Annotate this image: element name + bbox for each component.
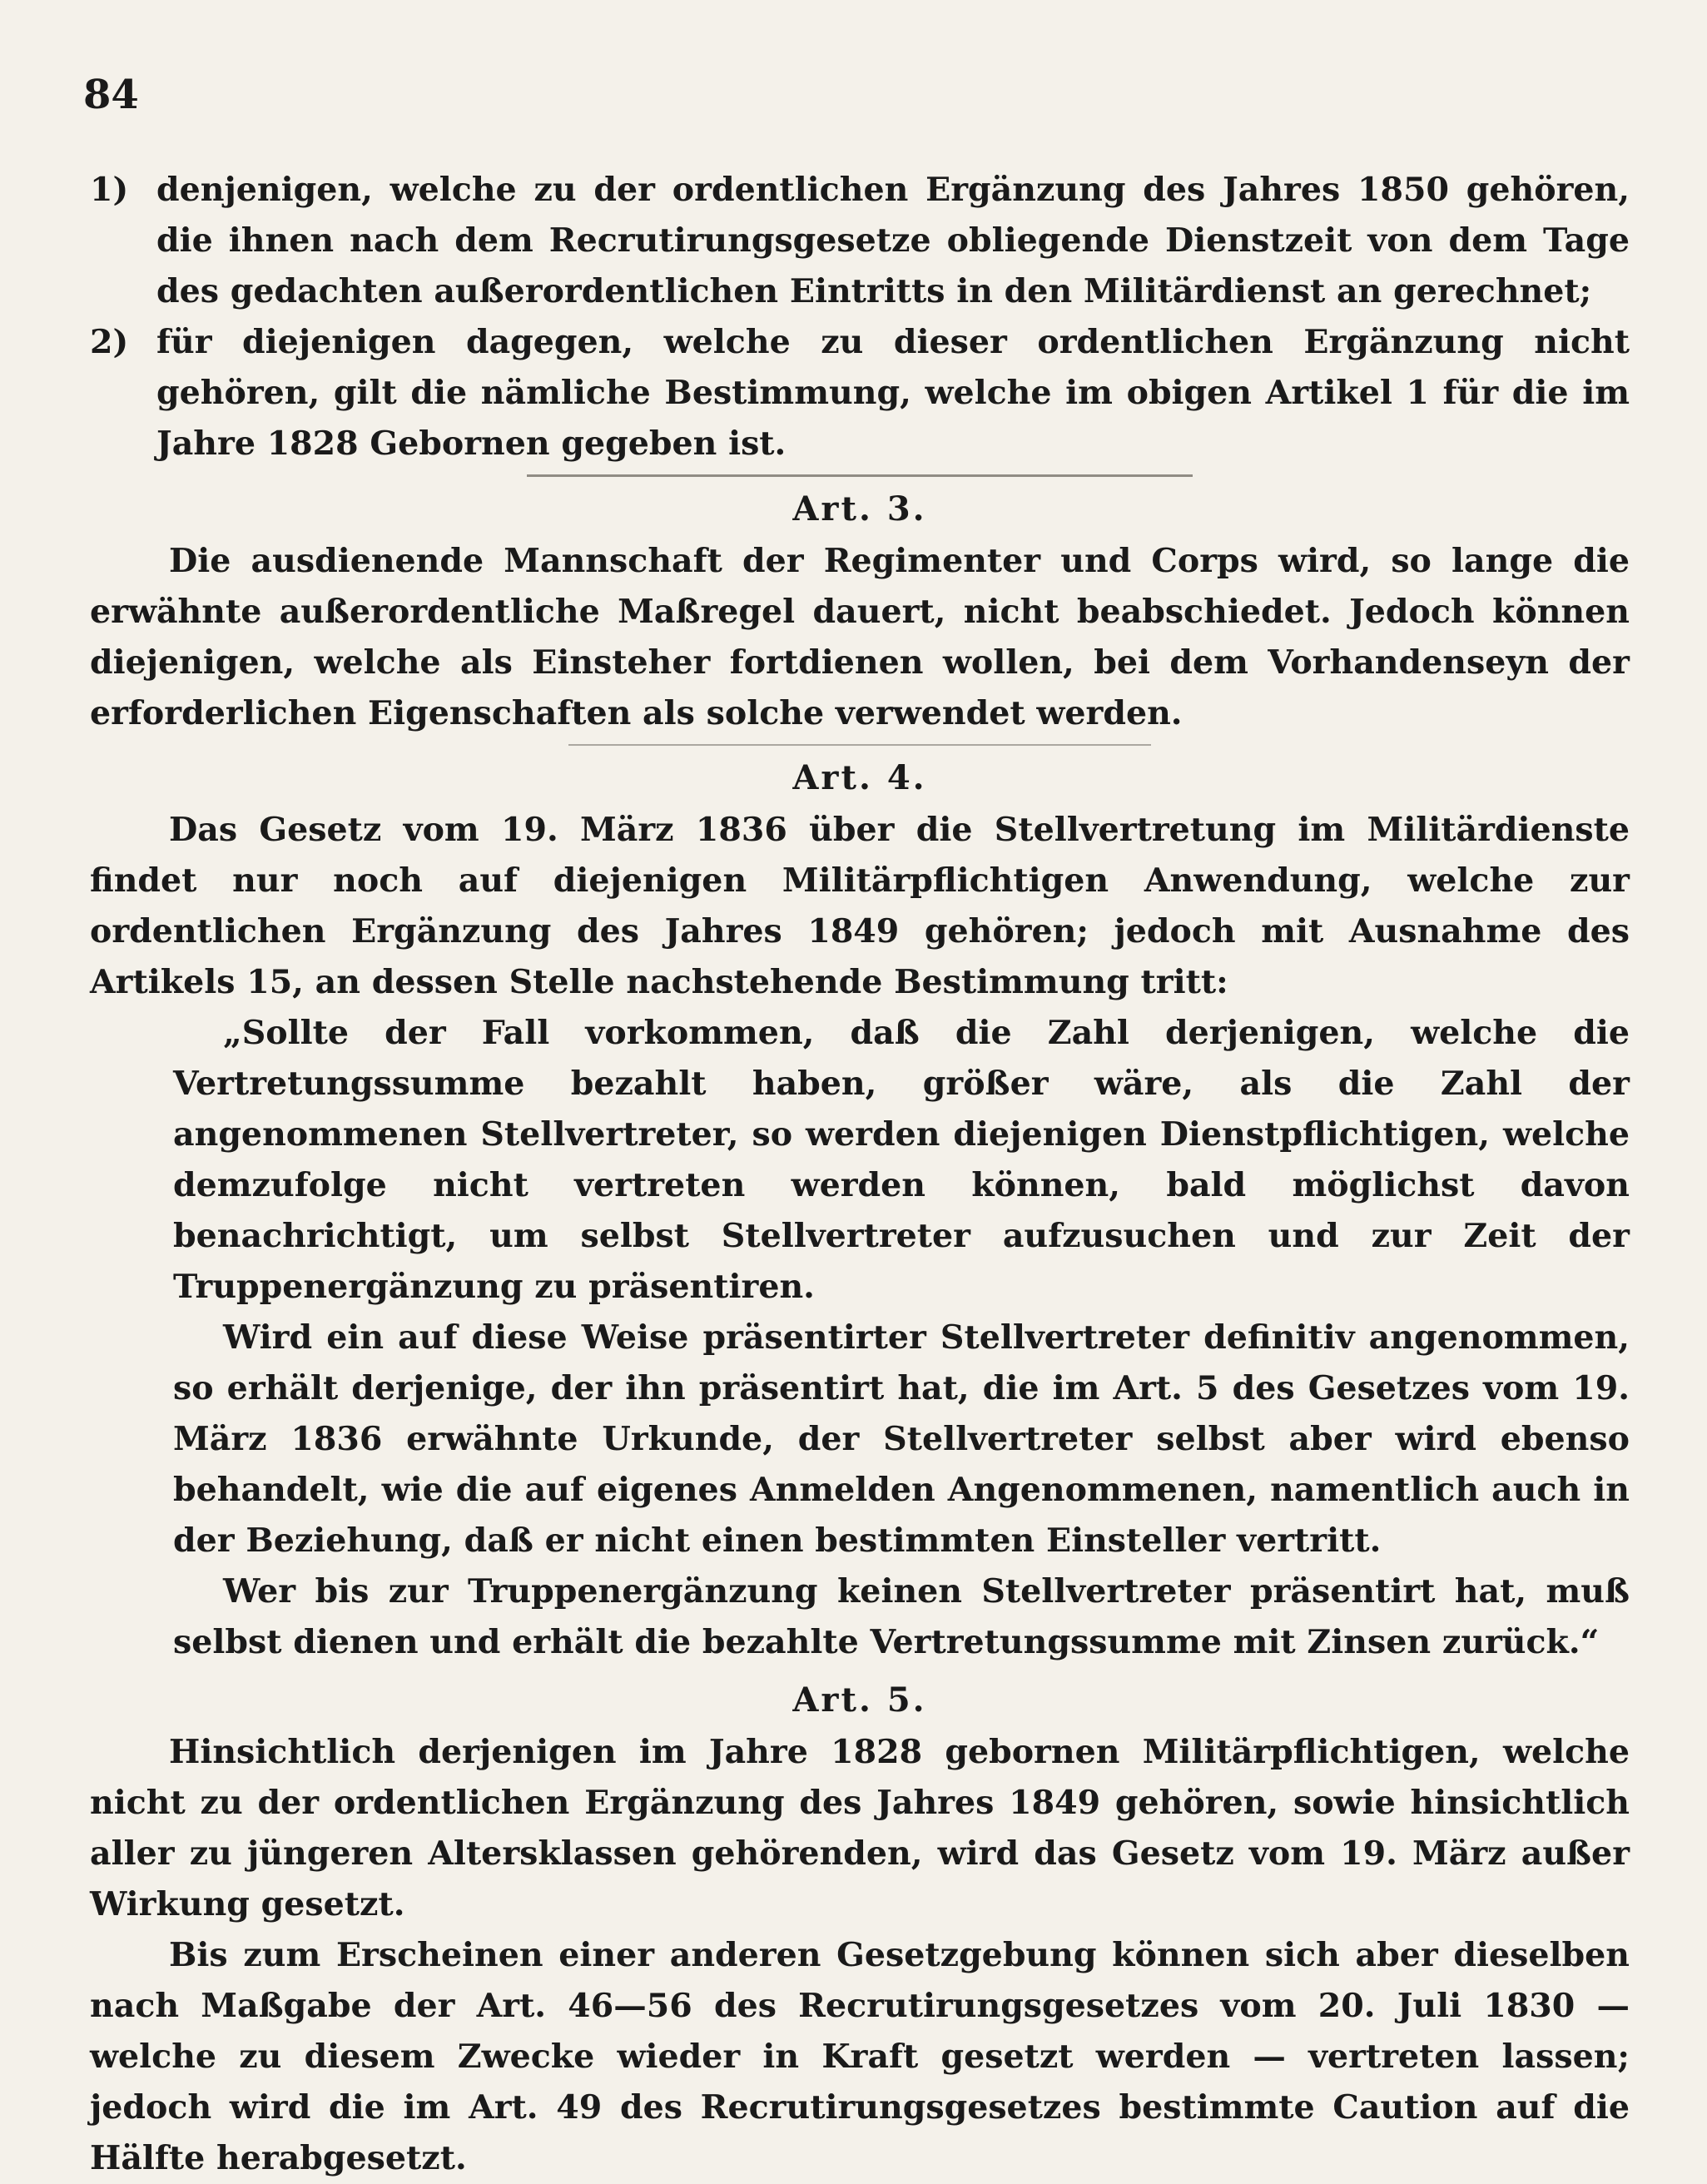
list-item-text: für diejenigen dagegen, welche zu dieser ordentlichen Ergänzung nicht gehören, gilt die nämliche Bestimmung, welche im obigen Artikel 1 für die im Jahre 1828 Gebornen gegeben ist. bbox=[156, 323, 1630, 463]
article-3-text: Die ausdienende Mannschaft der Regimenter und Corps wird, so lange die erwähnte außerordentliche Maßregel dauert, nicht beabschiedet. Jedoch können diejenigen, welche als Einsteher fortdienen wollen, bei dem Vorhandenseyn der erforderlichen Eigenschaften als solche verwendet werden. bbox=[90, 542, 1630, 732]
list-item-number: 1) bbox=[90, 171, 129, 209]
article-4-text: Das Gesetz vom 19. März 1836 über die Stellvertretung im Militärdienste findet nur noch auf diejenigen Militärpflichtigen Anwendung, welche zur ordentlichen Ergänzung des Jahres 1849 gehören; jedoch mit Ausnahme des Artikels 15, an dessen Stelle nachstehende Bestimmung tritt: bbox=[90, 811, 1630, 1001]
section-divider bbox=[568, 744, 1151, 746]
section-divider bbox=[527, 474, 1193, 477]
quote-paragraph: Wer bis zur Truppenergänzung keinen Stellvertreter präsentirt hat, muß selbst dienen und erhält die bezahlte Vertretungssumme mit Zinsen zurück.“ bbox=[173, 1572, 1630, 1661]
document-body bbox=[90, 165, 1630, 2184]
quote-paragraph: Wird ein auf diese Weise präsentirter Stellvertreter definitiv angenommen, so erhält derjenige, der ihn präsentirt hat, die im Art. 5 des Gesetzes vom 19. März 1836 erwähnte Urkunde, der Stellvertreter selbst aber wird ebenso behandelt, wie die auf eigenes Anmelden Angenommenen, namentlich auch in der Beziehung, daß er nicht einen bestimmten Einsteller vertritt. bbox=[173, 1318, 1630, 1560]
article-5-text: Bis zum Erscheinen einer anderen Gesetzgebung können sich aber dieselben nach Maßgabe der Art. 46—56 des Recrutirungsgesetzes vom 20. Juli 1830 — welche zu diesem Zwecke wieder in Kraft gesetzt werden — vertreten lassen; jedoch wird die im Art. 49 des Recrutirungsgesetzes bestimmte Caution auf die Hälfte herabgesetzt. bbox=[90, 1936, 1630, 2177]
quote-paragraph: „Sollte der Fall vorkommen, daß die Zahl derjenigen, welche die Vertretungssumme bezahlt haben, größer wäre, als die Zahl der angenommenen Stellvertreter, so werden diejenigen Dienstpflichtigen, welche demzufolge nicht vertreten werden können, bald möglichst davon benachrichtigt, um selbst Stellvertreter aufzusuchen und zur Zeit der Truppenergänzung zu präsentiren. bbox=[173, 1014, 1630, 1306]
list-item-number: 2) bbox=[90, 323, 129, 361]
list-item bbox=[90, 165, 1630, 317]
list-item-text: denjenigen, welche zu der ordentlichen Ergänzung des Jahres 1850 gehören, die ihnen nach dem Recrutirungsgesetze obliegende Dienstzeit von dem Tage des gedachten außerordentlichen Eintritts in den Militärdienst an gerechnet; bbox=[156, 171, 1630, 310]
article-4-quote bbox=[90, 1008, 1630, 1668]
article-3-heading: Art. 3. bbox=[792, 489, 927, 529]
article-5-text: Hinsichtlich derjenigen im Jahre 1828 gebornen Militärpflichtigen, welche nicht zu der ordentlichen Ergänzung des Jahres 1849 gehören, sowie hinsichtlich aller zu jüngeren Altersklassen gehörenden, wird das Gesetz vom 19. März außer Wirkung gesetzt. bbox=[90, 1733, 1630, 1923]
article-5-heading: Art. 5. bbox=[792, 1680, 927, 1720]
article-4-heading: Art. 4. bbox=[792, 758, 927, 797]
page-number: 84 bbox=[83, 72, 139, 118]
list-item bbox=[90, 317, 1630, 469]
